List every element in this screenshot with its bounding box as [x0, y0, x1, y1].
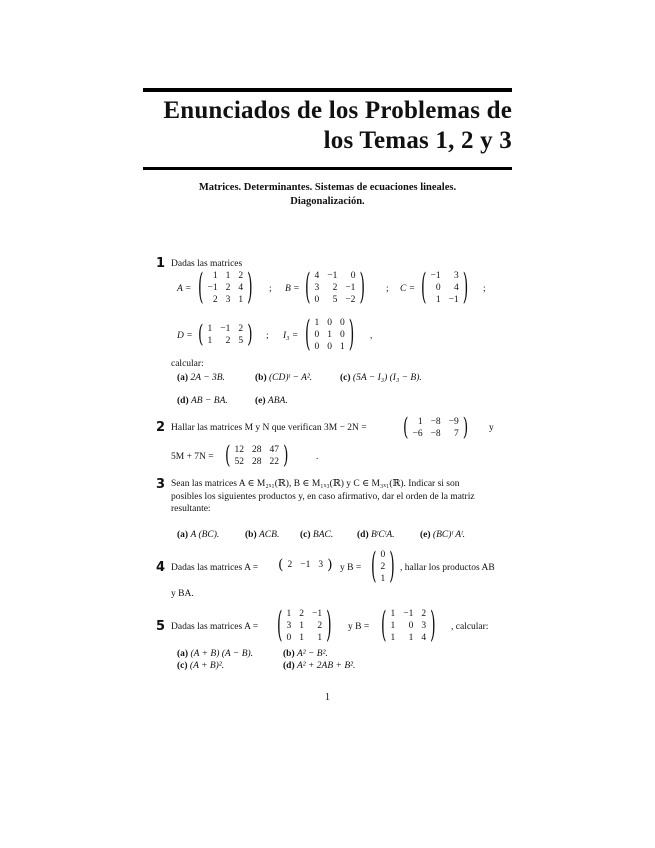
matrix-row	[230, 444, 283, 456]
problem-3-line-2: posibles los siguientes productos y, en caso afirmativo, dar el orden de la matriz	[171, 492, 475, 502]
matrix-cell: 2	[421, 609, 427, 619]
matrix-cell: 28	[251, 457, 262, 467]
conjunction: y	[489, 423, 494, 433]
subtitle-line-2: Diagonalización.	[290, 196, 365, 207]
matrix-cell: 0	[435, 283, 441, 293]
matrix-entries	[203, 270, 247, 306]
matrix-cell: −2	[345, 295, 356, 305]
matrix-cell: 0	[327, 318, 332, 328]
matrix-row	[230, 456, 283, 468]
matrix-5m-7n	[225, 444, 288, 468]
matrix-b-label: B =	[285, 284, 300, 294]
matrix-cell: 1	[390, 633, 396, 643]
separator: ,	[370, 331, 373, 341]
problem-5-y: y B =	[348, 622, 370, 632]
matrix-a	[277, 605, 332, 647]
item-c	[300, 529, 333, 541]
matrix-cell: 1	[339, 342, 345, 352]
title-line-2: los Temas 1, 2 y 3	[323, 127, 512, 154]
problem-number: 5	[156, 619, 166, 634]
matrix-cell: −1	[345, 283, 356, 293]
matrix-b-col	[371, 546, 395, 588]
matrix-cell: 2	[238, 324, 244, 334]
matrix-b	[381, 605, 436, 647]
item-c	[340, 372, 422, 384]
item-e	[420, 529, 465, 541]
item-label: (b)	[245, 530, 257, 540]
left-paren: (	[371, 546, 377, 588]
matrix-cell: −1	[220, 324, 231, 334]
item-label: (b)	[255, 373, 267, 383]
matrix-row	[310, 294, 359, 306]
matrix-cell: 1	[417, 417, 423, 427]
item-b	[283, 648, 328, 660]
item-a	[177, 648, 253, 660]
matrix-cell: 2	[225, 336, 231, 346]
identity-label: I₃ =	[283, 331, 299, 341]
item-label: (d)	[357, 530, 369, 540]
identity-matrix	[305, 314, 355, 356]
matrix-cell: 1	[238, 295, 244, 305]
matrix-cell: 1	[299, 633, 304, 643]
matrix-row	[282, 620, 326, 632]
item-d	[357, 529, 395, 541]
matrix-cell: −1	[430, 271, 441, 281]
right-paren: )	[430, 605, 436, 647]
matrix-cell: −8	[430, 429, 441, 439]
right-paren: )	[462, 267, 469, 309]
right-paren: )	[389, 546, 395, 588]
left-paren: (	[381, 605, 387, 647]
matrix-a-label: A =	[177, 284, 192, 294]
item-b	[245, 529, 279, 541]
matrix-row	[282, 632, 326, 644]
problem-2-text-2: 5M + 7N =	[171, 452, 214, 462]
matrix-row	[310, 341, 348, 353]
matrix-cell: 0	[408, 621, 414, 631]
matrix-row	[386, 632, 430, 644]
item-expr: BAC.	[312, 530, 334, 540]
item-label: (c)	[300, 530, 311, 540]
matrix-row	[310, 270, 359, 282]
matrix-cell: 1	[435, 295, 441, 305]
matrix-c	[421, 267, 469, 309]
separator: ;	[269, 284, 272, 294]
matrix-row	[408, 428, 462, 440]
matrix-cell: 0	[314, 330, 320, 340]
matrix-cell: 2	[332, 283, 338, 293]
item-label: (e)	[255, 396, 266, 406]
item-expr: BᵗCᵗA.	[371, 530, 395, 540]
matrix-cell: −1	[403, 609, 414, 619]
matrix-cell: 7	[454, 429, 459, 439]
matrix-cell: 1	[390, 609, 396, 619]
matrix-cell: 22	[269, 457, 279, 467]
item-label: (a)	[177, 649, 189, 659]
matrix-cell: 1	[212, 271, 218, 281]
right-paren: )	[462, 414, 469, 442]
item-c	[177, 660, 224, 672]
item-expr: 2A − 3B.	[190, 373, 225, 383]
matrix-entries	[310, 270, 359, 306]
matrix-row	[376, 549, 389, 561]
item-label: (c)	[177, 661, 188, 671]
matrix-cell: 1	[225, 271, 231, 281]
matrix-cell: −1	[327, 271, 338, 281]
matrix-cell: 1	[314, 318, 320, 328]
matrix-cell: 4	[453, 283, 459, 293]
matrix-cell: 0	[350, 271, 356, 281]
item-e	[255, 395, 288, 407]
matrix-cell: 3	[286, 621, 292, 631]
item-label: (a)	[177, 373, 189, 383]
matrix-entries	[283, 559, 327, 571]
left-paren: (	[277, 605, 283, 647]
matrix-entries	[203, 323, 247, 347]
problem-4-text-2: , hallar los productos AB	[400, 563, 495, 573]
item-label: (c)	[340, 373, 351, 383]
matrix-row	[386, 620, 430, 632]
left-paren: (	[403, 414, 409, 442]
item-expr: (BC)ᵗ Aᵗ.	[432, 530, 465, 540]
problem-1-intro: Dadas las matrices	[171, 259, 243, 269]
matrix-row	[282, 608, 326, 620]
left-paren: (	[198, 267, 204, 309]
left-paren: (	[278, 557, 284, 573]
item-a	[177, 372, 225, 384]
matrix-entries	[230, 444, 283, 468]
matrix-cell: 4	[238, 283, 244, 293]
problem-4-y: y B =	[340, 563, 362, 573]
matrix-entries	[376, 549, 389, 585]
item-label: (a)	[177, 530, 189, 540]
matrix-row	[283, 559, 327, 571]
matrix-cell: 3	[318, 560, 324, 570]
matrix-cell: 0	[327, 342, 332, 352]
item-a	[177, 529, 219, 541]
problem-4-line-2: y BA.	[171, 589, 194, 599]
matrix-a	[198, 267, 253, 309]
matrix-row	[310, 317, 348, 329]
matrix-row	[203, 294, 247, 306]
matrix-cell: 5	[332, 295, 338, 305]
matrix-cell: 2	[225, 283, 231, 293]
problem-number: 1	[156, 256, 166, 271]
bottom-rule	[143, 167, 512, 170]
matrix-cell: 1	[207, 336, 213, 346]
matrix-cell: 2	[287, 560, 293, 570]
matrix-cell: 52	[234, 457, 244, 467]
matrix-row	[426, 282, 462, 294]
matrix-3m-2n	[403, 416, 468, 440]
matrix-row	[310, 282, 359, 294]
left-paren: (	[198, 321, 204, 349]
right-paren: )	[327, 557, 333, 573]
right-paren: )	[247, 321, 253, 349]
matrix-row	[376, 573, 389, 585]
matrix-cell: 3	[421, 621, 427, 631]
right-paren: )	[359, 267, 365, 309]
item-label: (d)	[177, 396, 189, 406]
matrix-cell: 1	[408, 633, 414, 643]
problem-2-text: Hallar las matrices M y N que verifican 3M − 2N =	[171, 423, 367, 433]
separator: ;	[386, 284, 389, 294]
matrix-row	[203, 282, 247, 294]
left-paren: (	[305, 267, 311, 309]
item-expr: (A + B) (A − B).	[190, 649, 254, 659]
matrix-cell: −9	[448, 417, 459, 427]
matrix-row	[408, 416, 462, 428]
matrix-cell: 3	[314, 283, 320, 293]
matrix-entries	[408, 416, 462, 440]
matrix-cell: 1	[390, 621, 396, 631]
item-expr: (5A − I₃) (I₃ − B).	[352, 373, 422, 383]
matrix-b	[305, 267, 365, 309]
left-paren: (	[421, 267, 427, 309]
matrix-cell: 5	[238, 336, 244, 346]
matrix-cell: −1	[311, 609, 323, 619]
matrix-row	[310, 329, 348, 341]
page-number: 1	[325, 692, 330, 703]
right-paren: )	[247, 267, 253, 309]
problem-5-text: Dadas las matrices A =	[171, 622, 259, 632]
separator: ;	[266, 331, 269, 341]
matrix-entries	[426, 270, 462, 306]
matrix-cell: 0	[339, 318, 345, 328]
period: .	[316, 452, 319, 462]
matrix-row	[203, 323, 247, 335]
matrix-a-row	[278, 558, 333, 572]
separator: ;	[483, 284, 486, 294]
matrix-cell: 28	[251, 445, 262, 455]
matrix-cell: 1	[286, 609, 292, 619]
matrix-cell: −6	[412, 429, 423, 439]
problem-number: 2	[156, 420, 166, 435]
item-label: (d)	[283, 661, 295, 671]
left-paren: (	[225, 442, 231, 470]
problem-5-text-2: , calcular:	[451, 622, 489, 632]
item-d	[283, 660, 355, 672]
matrix-cell: 4	[314, 271, 320, 281]
matrix-cell: −1	[448, 295, 459, 305]
matrix-cell: −1	[300, 560, 311, 570]
item-expr: ACB.	[259, 530, 280, 540]
subtitle-line-1: Matrices. Determinantes. Sistemas de ecuaciones lineales.	[198, 182, 457, 193]
matrix-cell: 2	[238, 271, 244, 281]
item-d	[177, 395, 228, 407]
item-expr: AB − BA.	[191, 396, 228, 406]
item-label: (e)	[420, 530, 431, 540]
item-expr: A (BC).	[190, 530, 220, 540]
matrix-cell: 3	[453, 271, 459, 281]
item-expr: A² − B².	[297, 649, 328, 659]
matrix-cell: 0	[286, 633, 292, 643]
matrix-cell: 2	[380, 562, 386, 572]
matrix-cell: 4	[421, 633, 427, 643]
problem-3-line-1: Sean las matrices A ∈ M₂ₓ₁(ℝ), B ∈ M₁ₓ₃(ℝ) y C ∈ M₃ₓ₁(ℝ). Indicar si son	[171, 479, 460, 489]
matrix-cell: 2	[317, 621, 323, 631]
calc-label: calcular:	[171, 359, 204, 369]
matrix-row	[426, 294, 462, 306]
matrix-cell: 1	[327, 330, 332, 340]
left-paren: (	[305, 314, 311, 356]
matrix-row	[203, 270, 247, 282]
matrix-entries	[386, 608, 430, 644]
matrix-cell: 0	[339, 330, 345, 340]
matrix-cell: 1	[207, 324, 213, 334]
matrix-cell: 12	[234, 445, 244, 455]
matrix-row	[386, 608, 430, 620]
problem-number: 3	[156, 477, 166, 492]
problem-3-line-3: resultante:	[171, 504, 211, 514]
right-paren: )	[348, 314, 355, 356]
matrix-d	[198, 323, 253, 347]
right-paren: )	[326, 605, 332, 647]
item-expr: (A + B)².	[189, 661, 225, 671]
matrix-cell: 1	[317, 633, 323, 643]
right-paren: )	[282, 442, 289, 470]
matrix-d-label: D =	[177, 331, 193, 341]
matrix-cell: 2	[299, 609, 304, 619]
item-b	[255, 372, 312, 384]
matrix-cell: −1	[207, 283, 218, 293]
item-expr: ABA.	[267, 396, 288, 406]
item-label: (b)	[283, 649, 295, 659]
problem-number: 4	[156, 560, 166, 575]
matrix-entries	[310, 317, 348, 353]
matrix-row	[203, 335, 247, 347]
matrix-row	[426, 270, 462, 282]
matrix-cell: 47	[269, 445, 279, 455]
matrix-cell: 0	[314, 295, 320, 305]
item-expr: A² + 2AB + B².	[297, 661, 356, 671]
problem-4-text: Dadas las matrices A =	[171, 563, 259, 573]
matrix-cell: 1	[380, 574, 386, 584]
title-line-1: Enunciados de los Problemas de	[163, 97, 512, 124]
matrix-cell: 2	[212, 295, 218, 305]
matrix-cell: −8	[430, 417, 441, 427]
item-expr: (CD)ᵗ − A².	[269, 373, 313, 383]
matrix-cell: 0	[314, 342, 320, 352]
matrix-entries	[282, 608, 326, 644]
matrix-c-label: C =	[400, 284, 416, 294]
matrix-row	[376, 561, 389, 573]
matrix-cell: 1	[299, 621, 304, 631]
matrix-cell: 3	[225, 295, 231, 305]
top-rule	[143, 88, 512, 92]
matrix-cell: 0	[380, 550, 386, 560]
